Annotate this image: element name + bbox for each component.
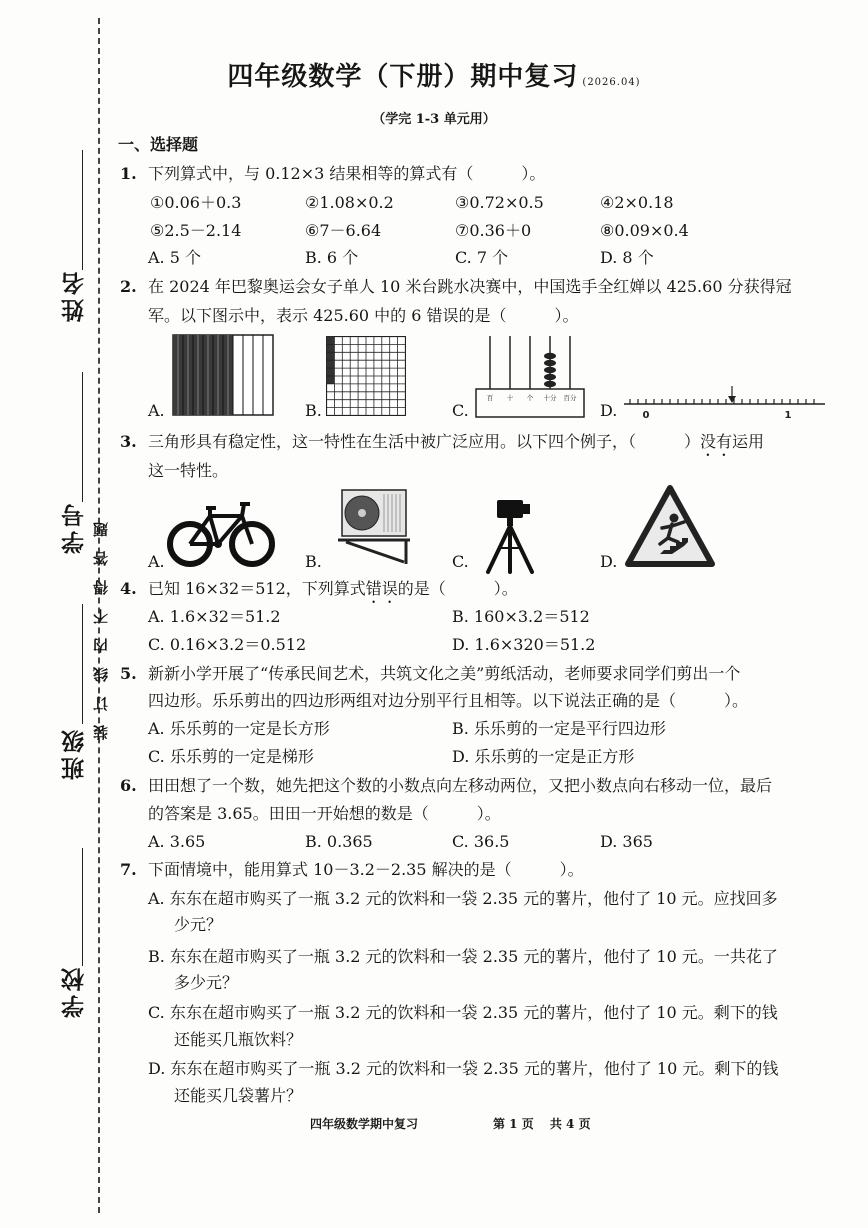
q2-label-b: B. <box>305 401 322 420</box>
id-blank-line <box>82 372 83 502</box>
abacus-place-label: 个 <box>526 394 534 402</box>
name-label: 姓名 <box>61 268 88 322</box>
tripod-camera-icon <box>480 496 540 574</box>
q4-number: 4. <box>120 579 137 598</box>
q5-option-a: A. 乐乐剪的一定是长方形 <box>148 719 330 738</box>
q6-stem-line1: 田田想了一个数，她先把这个数的小数点向左移动两位，又把小数点向右移动一位，最后 <box>148 776 773 795</box>
abacus-place-label: 十 <box>506 394 514 402</box>
school-blank-line <box>82 848 83 966</box>
q3-stem-line1 <box>148 431 764 460</box>
q1-stem: 下列算式中，与 0.12×3 结果相等的算式有（ ）。 <box>148 164 546 183</box>
q7-option-d-line1: D. 东东在超市购买了一瓶 3.2 元的饮料和一袋 2.35 元的薯片，他付了 10 元。剩下的钱 <box>148 1059 779 1078</box>
q1-option-a: A. 5 个 <box>148 248 201 267</box>
q1-item: ⑧0.09×0.4 <box>600 221 689 240</box>
q1-item: ⑥7－6.64 <box>305 221 382 240</box>
q2-grid-diagram <box>326 336 406 416</box>
q1-item: ③0.72×0.5 <box>455 193 544 212</box>
q2-stem-line2: 军。以下图示中，表示 425.60 中的 6 错误的是（ ）。 <box>148 306 579 325</box>
q4-stem-pre: 已知 16×32＝512，下列算式 <box>148 579 366 598</box>
q1-item: ④2×0.18 <box>600 193 674 212</box>
bicycle-icon <box>166 496 276 570</box>
abacus-place-label: 百 <box>486 394 494 402</box>
q5-stem-line1: 新新小学开展了“传承民间艺术，共筑文化之美”剪纸活动，老师要求同学们剪出一个 <box>148 664 741 683</box>
abacus-place-label: 十分 <box>543 394 557 402</box>
q1-option-c: C. 7 个 <box>455 248 509 267</box>
q3-number: 3. <box>120 432 137 451</box>
q7-stem: 下面情境中，能用算式 10－3.2－2.35 解决的是（ ）。 <box>148 860 584 879</box>
numline-label-one: 1 <box>784 410 792 420</box>
q3-stem-emphasis: 没有 <box>700 432 733 451</box>
q5-option-d: D. 乐乐剪的一定是正方形 <box>452 747 635 766</box>
q7-option-b-line2: 多少元？ <box>174 973 239 992</box>
student-id-label: 学号 <box>61 500 88 554</box>
q2-abacus-diagram <box>474 334 586 420</box>
q3-label-c: C. <box>452 552 469 571</box>
q6-stem-line2: 的答案是 3.65。田田一开始想的数是（ ）。 <box>148 804 501 823</box>
q3-stem-post: 运用 <box>732 432 765 451</box>
q2-number: 2. <box>120 277 137 296</box>
section-heading: 一、选择题 <box>118 135 199 154</box>
q7-option-b-line1: B. 东东在超市购买了一瓶 3.2 元的饮料和一袋 2.35 元的薯片，他付了 10 元。一共花了 <box>148 947 778 966</box>
q3-label-a: A. <box>148 552 165 571</box>
q2-label-a: A. <box>148 401 165 420</box>
name-blank-line <box>82 150 83 270</box>
page-subtitle: （学完 1-3 单元用） <box>372 112 496 127</box>
q5-option-b: B. 乐乐剪的一定是平行四边形 <box>452 719 666 738</box>
q2-strip-diagram <box>172 334 274 416</box>
q4-option-a: A. 1.6×32＝51.2 <box>148 607 281 626</box>
q3-label-b: B. <box>305 552 322 571</box>
footer-exam-name: 四年级数学期中复习 <box>310 1117 419 1131</box>
page-title <box>0 56 868 93</box>
q1-item: ①0.06＋0.3 <box>150 193 242 212</box>
q7-option-a-line2: 少元？ <box>174 915 223 934</box>
air-conditioner-bracket-icon <box>332 486 414 568</box>
q6-option-a: A. 3.65 <box>148 832 206 851</box>
footer-page-number: 第 1 页 共 4 页 <box>493 1117 591 1131</box>
binding-seal-text: 装订线内不得答题 <box>92 508 110 740</box>
abacus-place-label: 百分 <box>563 394 577 402</box>
q3-stem-pre: 三角形具有稳定性，这一特性在生活中被广泛应用。以下四个例子，（ ） <box>148 432 701 451</box>
q1-item: ⑤2.5－2.14 <box>150 221 242 240</box>
q1-option-d: D. 8 个 <box>600 248 654 267</box>
q2-stem-line1: 在 2024 年巴黎奥运会女子单人 10 米台跳水决赛中，中国选手全红婵以 425.60 分获得冠 <box>148 277 792 296</box>
numline-label-zero: 0 <box>642 410 650 420</box>
q7-number: 7. <box>120 860 137 879</box>
q2-label-c: C. <box>452 401 469 420</box>
class-label: 班级 <box>61 726 88 780</box>
q4-stem-emphasis: 错误 <box>365 579 398 598</box>
q2-number-line-diagram <box>622 382 827 420</box>
q1-item: ②1.08×0.2 <box>305 193 394 212</box>
exam-date: (2026.04) <box>582 77 641 88</box>
q2-label-d: D. <box>600 401 618 420</box>
q4-stem <box>148 578 518 607</box>
q4-stem-post: 的是（ ）。 <box>397 579 518 598</box>
title-text: 四年级数学（下册）期中复习 <box>227 62 579 92</box>
q6-option-c: C. 36.5 <box>452 832 510 851</box>
q4-option-c: C. 0.16×3.2＝0.512 <box>148 635 307 654</box>
q3-label-d: D. <box>600 552 618 571</box>
q7-option-d-line2: 还能买几袋薯片？ <box>174 1086 303 1105</box>
q5-option-c: C. 乐乐剪的一定是梯形 <box>148 747 314 766</box>
q4-option-d: D. 1.6×320＝51.2 <box>452 635 596 654</box>
q7-option-c-line2: 还能买几瓶饮料？ <box>174 1030 303 1049</box>
class-blank-line <box>82 604 83 724</box>
q1-item: ⑦0.36＋0 <box>455 221 532 240</box>
warning-sign-icon <box>624 484 716 568</box>
q1-number: 1. <box>120 164 137 183</box>
q6-option-b: B. 0.365 <box>305 832 373 851</box>
q4-option-b: B. 160×3.2＝512 <box>452 607 590 626</box>
school-label: 学校 <box>61 964 88 1018</box>
q5-number: 5. <box>120 664 137 683</box>
q6-number: 6. <box>120 776 137 795</box>
q7-option-c-line1: C. 东东在超市购买了一瓶 3.2 元的饮料和一袋 2.35 元的薯片，他付了 10 元。剩下的钱 <box>148 1003 778 1022</box>
q1-option-b: B. 6 个 <box>305 248 359 267</box>
q6-option-d: D. 365 <box>600 832 653 851</box>
q5-stem-line2: 四边形。乐乐剪出的四边形两组对边分别平行且相等。以下说法正确的是（ ）。 <box>148 691 749 710</box>
q3-stem-line2: 这一特性。 <box>148 461 229 480</box>
q7-option-a-line1: A. 东东在超市购买了一瓶 3.2 元的饮料和一袋 2.35 元的薯片，他付了 10 元。应找回多 <box>148 889 778 908</box>
